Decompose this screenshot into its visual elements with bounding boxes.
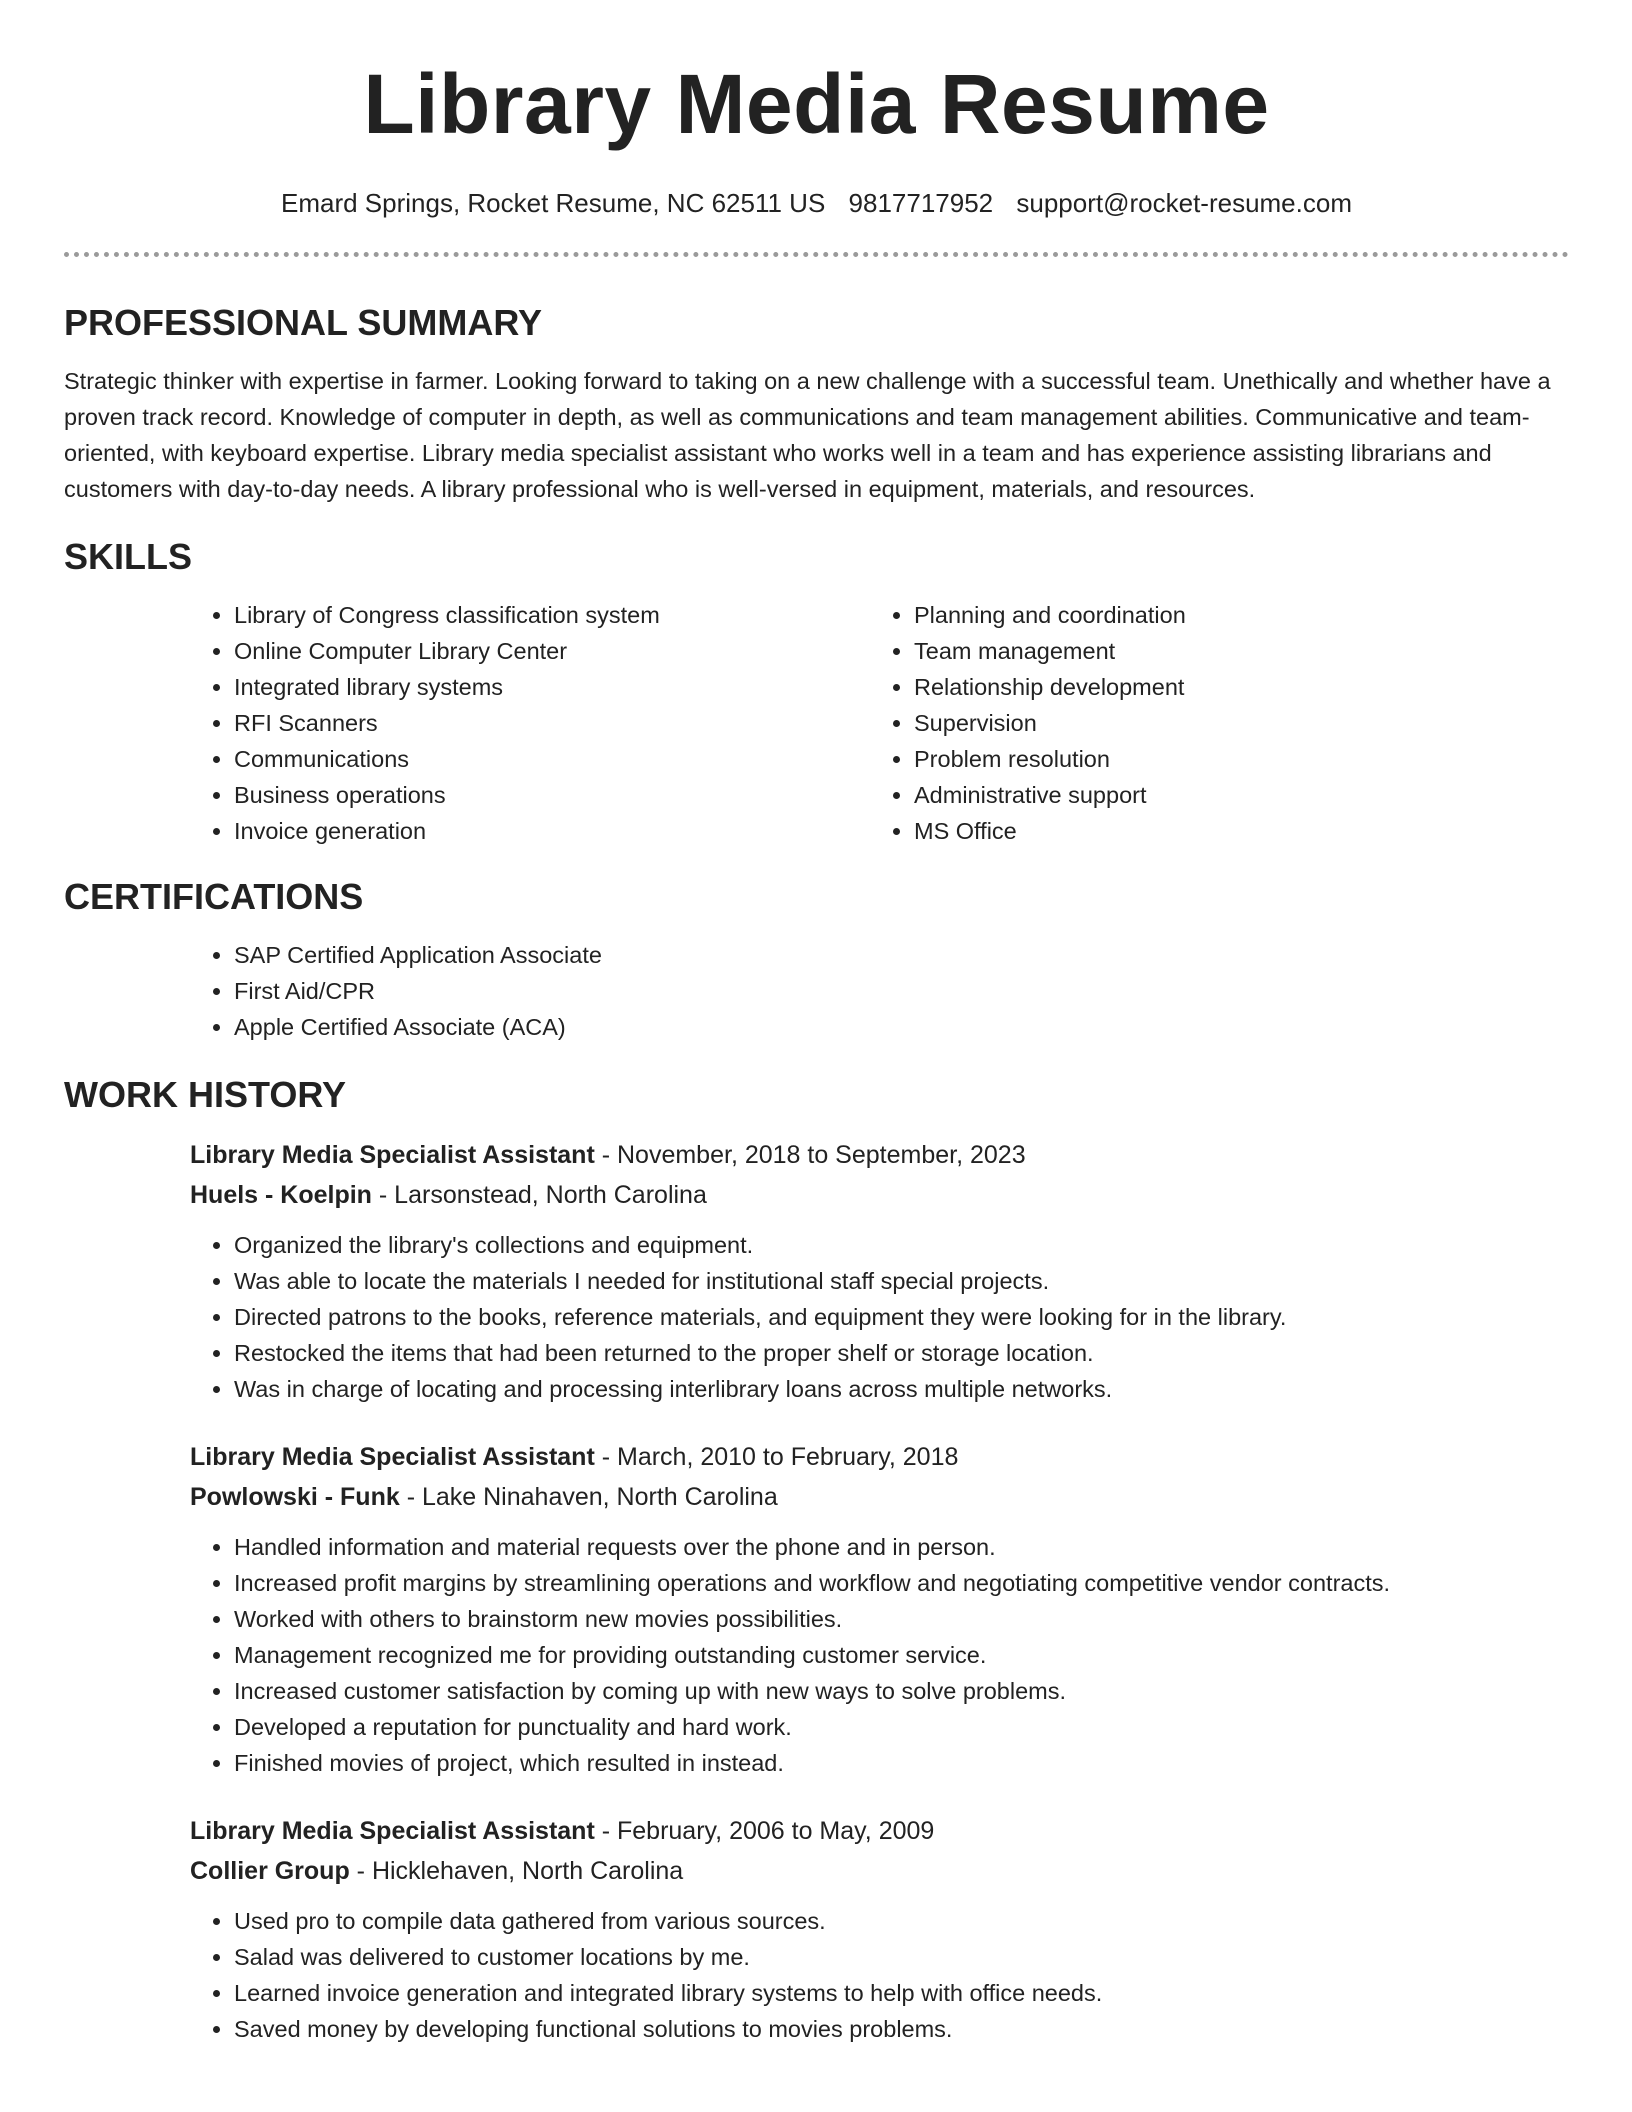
job-location: - Lake Ninahaven, North Carolina <box>399 1483 778 1511</box>
job-bullet: • Restocked the items that had been returned to the proper shelf or storage location. <box>234 1335 1569 1371</box>
certification-item: • First Aid/CPR <box>234 973 1569 1009</box>
job-bullet: • Management recognized me for providing outstanding customer service. <box>234 1637 1569 1673</box>
skills-list <box>190 597 1569 849</box>
job-bullet: • Was able to locate the materials I needed for institutional staff special projects. <box>234 1263 1569 1299</box>
job-bullet: • Salad was delivered to customer locations by me. <box>234 1939 1569 1975</box>
job-bullets <box>190 1529 1569 1781</box>
job-dates: - February, 2006 to May, 2009 <box>594 1817 935 1845</box>
resume-title: Library Media Resume <box>363 57 1270 151</box>
job-entry <box>190 1437 1569 1781</box>
contact-line <box>64 186 1569 220</box>
job-bullet: • Handled information and material requests over the phone and in person. <box>234 1529 1569 1565</box>
job-company-line <box>190 1851 1569 1891</box>
skills-heading: SKILLS <box>64 536 193 577</box>
contact-phone: 9817717952 <box>848 188 994 218</box>
skill-item: • Communications <box>234 741 870 777</box>
job-location: - Hicklehaven, North Carolina <box>349 1857 684 1885</box>
job-company: Powlowski - Funk <box>190 1483 400 1511</box>
job-bullet: • Was in charge of locating and processing interlibrary loans across multiple networks. <box>234 1371 1569 1407</box>
job-role: Library Media Specialist Assistant <box>190 1141 595 1169</box>
resume-page <box>64 0 1569 2047</box>
skill-item: • RFI Scanners <box>234 705 870 741</box>
job-bullet: • Directed patrons to the books, reference materials, and equipment they were looking for in the library. <box>234 1299 1569 1335</box>
job-title-line <box>190 1437 1569 1477</box>
job-entry <box>190 1135 1569 1407</box>
job-bullet: • Finished movies of project, which resulted in instead. <box>234 1745 1569 1781</box>
skill-item: • Supervision <box>914 705 1550 741</box>
skill-item: • Team management <box>914 633 1550 669</box>
job-bullet: • Increased profit margins by streamlining operations and workflow and negotiating competitive vendor contracts. <box>234 1565 1569 1601</box>
job-dates: - November, 2018 to September, 2023 <box>594 1141 1026 1169</box>
skill-item: • Library of Congress classification system <box>234 597 870 633</box>
job-bullet: • Worked with others to brainstorm new movies possibilities. <box>234 1601 1569 1637</box>
summary-heading: PROFESSIONAL SUMMARY <box>64 302 543 343</box>
job-company-line <box>190 1477 1569 1517</box>
job-bullet: • Saved money by developing functional solutions to movies problems. <box>234 2011 1569 2047</box>
job-role: Library Media Specialist Assistant <box>190 1817 595 1845</box>
job-company-line <box>190 1175 1569 1215</box>
skills-column-left <box>190 597 870 849</box>
header-divider <box>64 252 1569 257</box>
job-bullet: • Organized the library's collections and equipment. <box>234 1227 1569 1263</box>
job-bullet: • Used pro to compile data gathered from various sources. <box>234 1903 1569 1939</box>
job-entry <box>190 1811 1569 2047</box>
job-role: Library Media Specialist Assistant <box>190 1443 595 1471</box>
skill-item: • Relationship development <box>914 669 1550 705</box>
skill-item: • Business operations <box>234 777 870 813</box>
job-location: - Larsonstead, North Carolina <box>371 1181 707 1209</box>
skill-item: • Administrative support <box>914 777 1550 813</box>
contact-email: support@rocket-resume.com <box>1016 188 1352 218</box>
certification-item: • SAP Certified Application Associate <box>234 937 1569 973</box>
skill-item: • Online Computer Library Center <box>234 633 870 669</box>
certification-item: • Apple Certified Associate (ACA) <box>234 1009 1569 1045</box>
job-company: Huels - Koelpin <box>190 1181 372 1209</box>
skill-item: • MS Office <box>914 813 1550 849</box>
skill-item: • Invoice generation <box>234 813 870 849</box>
job-bullet: • Learned invoice generation and integrated library systems to help with office needs. <box>234 1975 1569 2011</box>
certifications-heading: CERTIFICATIONS <box>64 876 364 917</box>
job-bullets <box>190 1227 1569 1407</box>
job-title-line <box>190 1811 1569 1851</box>
summary-text: Strategic thinker with expertise in farmer. Looking forward to taking on a new challenge with a successful team. Unethically and whether have a proven track record. Knowledge of computer in depth, as well as communications and team management abilities. Communicative and team-oriented, with keyboard expertise. Library media specialist assistant who works well in a team and has experience assisting librarians and customers with day-to-day needs. A library professional who is well-versed in equipment, materials, and resources. <box>64 368 1551 502</box>
skill-item: • Integrated library systems <box>234 669 870 705</box>
job-bullets <box>190 1903 1569 2047</box>
skill-item: • Problem resolution <box>914 741 1550 777</box>
certifications-list <box>190 937 1569 1045</box>
contact-address: Emard Springs, Rocket Resume, NC 62511 US <box>280 188 826 218</box>
job-bullet: • Increased customer satisfaction by coming up with new ways to solve problems. <box>234 1673 1569 1709</box>
job-dates: - March, 2010 to February, 2018 <box>594 1443 959 1471</box>
job-bullet: • Developed a reputation for punctuality and hard work. <box>234 1709 1569 1745</box>
skills-column-right <box>870 597 1550 849</box>
job-company: Collier Group <box>190 1857 350 1885</box>
skill-item: • Planning and coordination <box>914 597 1550 633</box>
job-title-line <box>190 1135 1569 1175</box>
work-history-heading: WORK HISTORY <box>64 1074 347 1115</box>
